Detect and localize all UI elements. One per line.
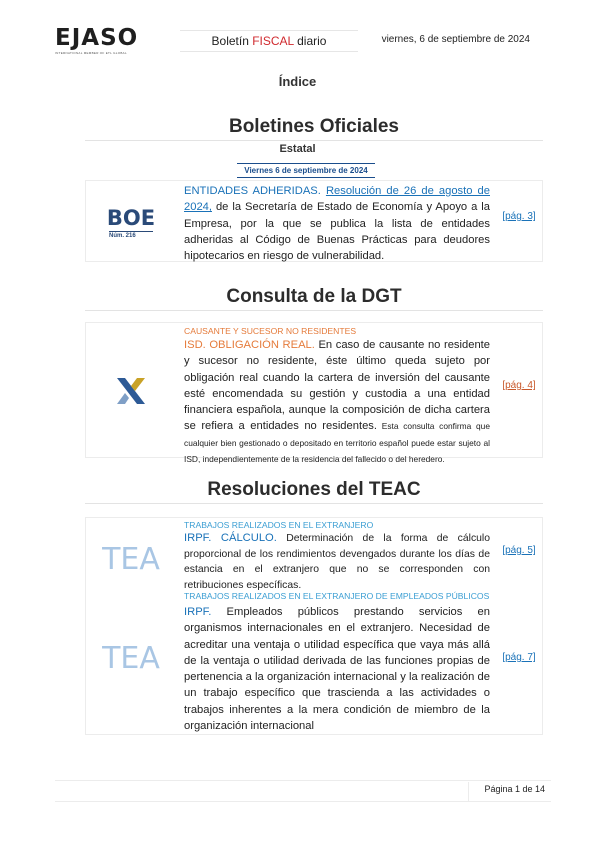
logo-text: EJASO [55,25,139,51]
boe-logo-block [86,181,176,263]
section-title-teac: Resoluciones del TEAC [85,479,543,504]
boe-entry-card [85,180,543,262]
index-title: Índice [278,74,317,89]
teac-entry-2-category: TRABAJOS REALIZADOS EN EL EXTRANJERO DE EMPLEADOS PÚBLICOS [184,591,490,601]
teac-entry-2-keyword: IRPF. [184,606,212,618]
bulletin-prefix: Boletín [211,34,253,48]
dgt-category: CAUSANTE Y SUCESOR NO RESIDENTES [184,326,357,336]
teac-entry-2-page-link[interactable]: [pág. 7] [502,652,536,663]
dgt-entry-card [85,322,543,465]
bulletin-suffix: diario [293,34,327,48]
teac-logo-letters-1: TEA [102,542,160,577]
dgt-note: Esta consulta confirma que cualquier bien gestionado o depositado en territorio español puede estar sujeto al ISD, independientemente de la residencia del fallecido o del heredero. [184,421,490,465]
boe-resolution-link[interactable]: Resolución de 26 de agosto de 2024, [184,185,490,214]
teac-entry-1-page-link[interactable]: [pág. 5] [502,545,536,556]
teac-logo-icon [102,539,160,577]
boe-entry-text [184,183,490,264]
teac-logo-icon [102,638,160,676]
teac-logo-block-1 [86,526,176,586]
teac-entry-2-text [184,591,490,734]
aeat-logo-icon [115,376,147,406]
dgt-description: En caso de causante no residente y sucesor no residente, éste último queda sujeto por obligación real cuando la cartera de inversión del causante esté encomendada su gestión y custodia a una entidad financiera española, aunque la composición de dicha cartera se refiera a entidades no residentes. [184,339,491,433]
dgt-keyword: ISD. OBLIGACIÓN REAL. [184,339,315,351]
teac-logo-letters-2: TEA [102,641,160,676]
teac-entry-1-category: TRABAJOS REALIZADOS EN EL EXTRANJERO [184,520,374,530]
section-title-boletines: Boletines Oficiales [85,116,543,141]
footer-page-number: Página 1 de 14 [468,782,551,802]
bulletin-fiscal: FISCAL [252,34,294,48]
ejaso-logo [55,26,138,55]
bulletin-title [180,30,358,52]
boe-description: de la Secretaría de Estado de Economía y Apoyo a la Empresa, por la que se publica la lista de entidades adheridas al Código de Buenas Prácticas para deudores hipotecarios en riesgo de vulnerabilidad. [184,201,490,263]
aeat-logo-block [86,323,176,459]
teac-entries-card [85,517,543,735]
boe-number: Núm. 216 [109,231,153,239]
boe-logo-letters: BOE [106,206,156,230]
header-date: viernes, 6 de septiembre de 2024 [381,34,530,45]
logo-subtitle: INTERNATIONAL MEMBER OF ETL GLOBAL [55,51,127,55]
teac-entry-1-text [184,520,490,593]
dgt-entry-text [184,326,490,467]
subsection-title-estatal: Estatal [279,143,316,155]
boe-page-link[interactable]: [pág. 3] [502,211,536,222]
boe-logo-icon [106,205,156,230]
section-title-dgt: Consulta de la DGT [85,286,543,311]
date-label: Viernes 6 de septiembre de 2024 [237,163,375,178]
teac-entry-1-description: Determinación de la forma de cálculo proporcional de los rendimientos devengados durante los días de estancia en el extranjero que no se corresponden con retribuciones específicas. [184,533,490,591]
teac-logo-block-2 [86,630,176,680]
teac-entry-2-description: Empleados públicos prestando servicios en organismos internacionales en el extranjero. Necesidad de acreditar una ventaja o utilidad específica que vaya más allá de la ventaja o utilidad derivada de las funciones propias de pertenencia a la organización internacional y la realización de un trabajo específico que trascienda a las actividades o trabajos inherentes a la mera condición de miembro de la organización internacional [184,606,490,733]
page-header [0,22,595,62]
dgt-page-link[interactable]: [pág. 4] [502,380,536,391]
teac-entry-1-keyword: IRPF. CÁLCULO. [184,532,277,544]
boe-keyword: ENTIDADES ADHERIDAS. [184,185,321,197]
